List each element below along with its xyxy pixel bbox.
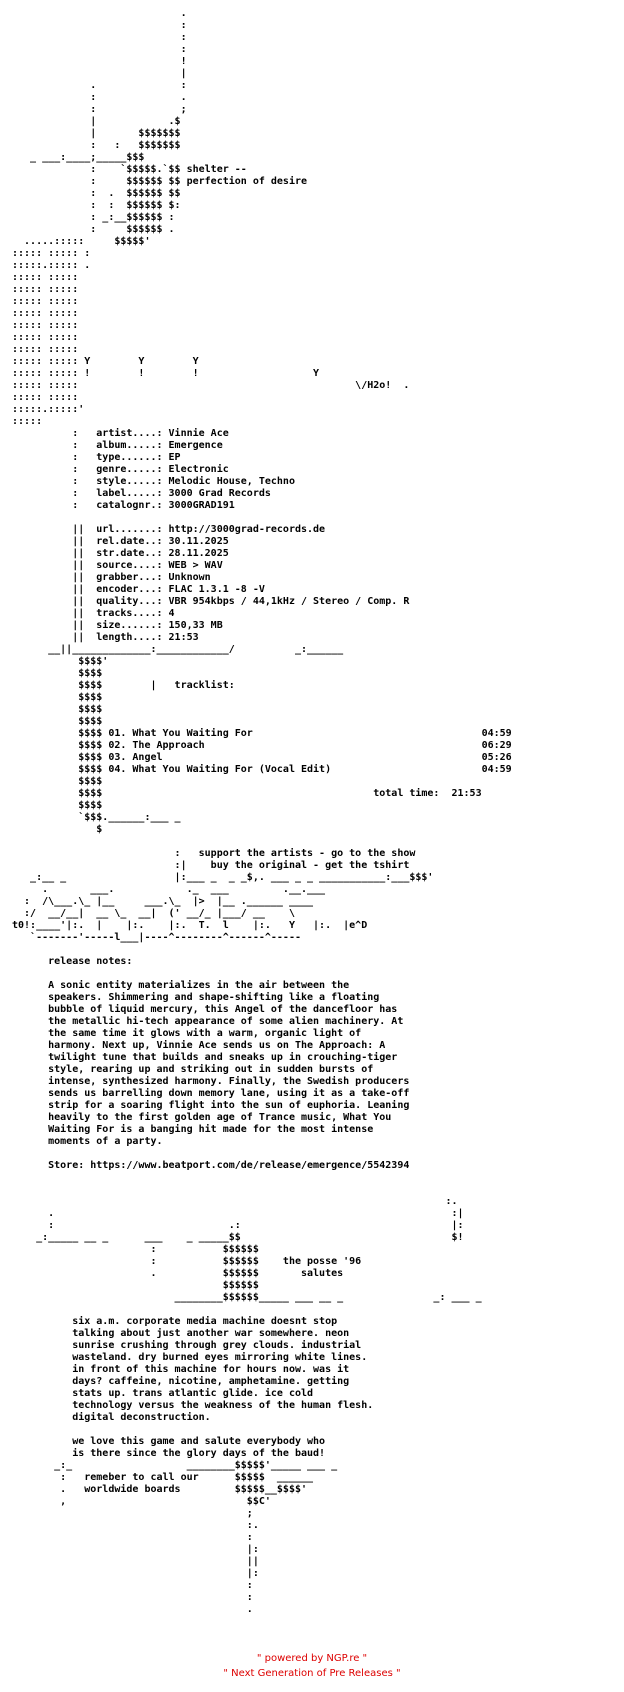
info-row: || rel.date..: 30.11.2025 bbox=[72, 536, 229, 547]
release-notes-line: strip for a soaring flight into the sun of euphoria. Leaning bbox=[48, 1100, 410, 1111]
release-notes-line: twilight tune that builds and sneaks up in crouching-tiger bbox=[48, 1052, 398, 1063]
ascii-art: $$$$ $$$$ $$$$ bbox=[78, 692, 103, 727]
track-row: $$$$ 01. What You Waiting For 04:59 bbox=[78, 728, 512, 739]
footer-powered-by: " powered by NGP.re " bbox=[256, 1653, 368, 1664]
poem-line: six a.m. corporate media machine doesnt stop bbox=[72, 1316, 338, 1327]
boards-line: : remeber to call our $$$$$ ______ bbox=[60, 1472, 314, 1483]
poem-line: digital deconstruction. bbox=[72, 1412, 211, 1423]
release-notes-line: intense, synthesized harmony. Finally, the Swedish producers bbox=[48, 1076, 410, 1087]
boards-line: . worldwide boards $$$$$__$$$$' bbox=[60, 1484, 308, 1495]
release-notes-line: A sonic entity materializes in the air between the bbox=[48, 980, 350, 991]
salute-line: we love this game and salute everybody who bbox=[72, 1436, 326, 1447]
release-notes-line: heavily to the first golden age of Trance music, What You bbox=[48, 1112, 392, 1123]
info-row: : catalognr.: 3000GRAD191 bbox=[72, 500, 235, 511]
info-row: : genre.....: Electronic bbox=[72, 464, 229, 475]
salute-line: is there since the glory days of the baud! bbox=[72, 1448, 326, 1459]
ascii-art: , $$C' ; :. : |: || |: : : . bbox=[60, 1496, 271, 1615]
info-row: || grabber...: Unknown bbox=[72, 572, 211, 583]
info-row: || url.......: http://3000grad-records.de bbox=[72, 524, 326, 535]
posse-line: : $$$$$$ the posse '96 bbox=[150, 1256, 362, 1267]
poem-line: in front of this machine for hours now. was it bbox=[72, 1364, 350, 1375]
ascii-art-logo: . ___. ._ ___ .__.___ : /\___.\_ |__ ___.\_ |> |__ .______ ____ :/ __/__| __ \_ __| (' __/_ |___/ __ \ bbox=[24, 884, 326, 919]
ascii-art: $$$$' $$$$ bbox=[78, 656, 109, 679]
poem-line: wasteland. dry burned eyes mirroring white lines. bbox=[72, 1352, 368, 1363]
ascii-art: _:_ ________$$$$$'_____ ___ _ bbox=[54, 1460, 338, 1471]
ascii-art-logo: _:__ _ |:___ _ _ _$,. ___ _ _ ___________:___$$$' bbox=[30, 872, 434, 883]
info-row: : type......: EP bbox=[72, 452, 181, 463]
poem-line: days? caffeine, nicotine, amphetamine. getting bbox=[72, 1376, 350, 1387]
ascii-art-logo: `-------'-----l___|----^--------^------^----- bbox=[30, 932, 301, 943]
posse-line: . $$$$$$ salutes bbox=[150, 1268, 344, 1279]
ascii-art: :. . :| : .: |: _:_____ __ _ ___ _ _____$$ $! : $$$$$$ bbox=[36, 1196, 464, 1255]
info-row: || encoder...: FLAC 1.3.1 -8 -V bbox=[72, 584, 265, 595]
poem-line: technology versus the weakness of the human flesh. bbox=[72, 1400, 374, 1411]
support-line: : support the artists - go to the show bbox=[174, 848, 416, 859]
logo-signature: t0!:____'|:. | |:. |:. T. l |:. Y |:. |e^D bbox=[12, 920, 368, 931]
track-row: $$$$ 02. The Approach 06:29 bbox=[78, 740, 512, 751]
poem-line: stats up. trans atlantic glide. ice cold bbox=[72, 1388, 314, 1399]
tracklist-title: $$$$ | tracklist: bbox=[78, 680, 235, 691]
support-line: :| buy the original - get the tshirt bbox=[174, 860, 410, 871]
track-row: $$$$ 03. Angel 05:26 bbox=[78, 752, 512, 763]
nfo-text bbox=[12, 8, 612, 1616]
track-row: $$$$ 04. What You Waiting For (Vocal Edit) 04:59 bbox=[78, 764, 512, 775]
poem-line: talking about just another war somewhere. neon bbox=[72, 1328, 350, 1339]
release-notes-line: moments of a party. bbox=[48, 1136, 163, 1147]
info-row: : style.....: Melodic House, Techno bbox=[72, 476, 295, 487]
release-notes-line: the metallic hi-tech appearance of some alien machinery. At bbox=[48, 1016, 404, 1027]
info-row: || source....: WEB > WAV bbox=[72, 560, 223, 571]
divider: __||_____________:____________/ _:______ bbox=[48, 644, 344, 655]
info-row: : label.....: 3000 Grad Records bbox=[72, 488, 271, 499]
info-row: || str.date..: 28.11.2025 bbox=[72, 548, 229, 559]
release-notes-line: Waiting For is a banging hit made for the most intense bbox=[48, 1124, 374, 1135]
ascii-art: $$$$$$ ________$$$$$$_____ ___ __ _ _: ___ _ bbox=[174, 1280, 482, 1303]
info-row: || size......: 150,33 MB bbox=[72, 620, 223, 631]
ascii-art: $$$$ bbox=[78, 776, 103, 787]
total-time: $$$$ total time: 21:53 bbox=[78, 788, 482, 799]
release-notes-line: sends us barrelling down memory lane, using it as a take-off bbox=[48, 1088, 410, 1099]
release-notes-line: speakers. Shimmering and shape-shifting like a floating bbox=[48, 992, 380, 1003]
info-row: || tracks....: 4 bbox=[72, 608, 175, 619]
footer-tagline: " Next Generation of Pre Releases " bbox=[223, 1668, 401, 1679]
release-notes-title: release notes: bbox=[48, 956, 133, 967]
ascii-art: $$$$ `$$$.______:___ _ $ bbox=[78, 800, 181, 835]
release-notes-line: style, rearing up and striking out in sudden bursts of bbox=[48, 1064, 374, 1075]
info-row: || length....: 21:53 bbox=[72, 632, 199, 643]
release-notes-line: bubble of liquid mercury, this Angel of the dancefloor has bbox=[48, 1004, 398, 1015]
info-row: : album.....: Emergence bbox=[72, 440, 223, 451]
info-row: || quality...: VBR 954kbps / 44,1kHz / Stereo / Comp. R bbox=[72, 596, 410, 607]
store-link: Store: https://www.beatport.com/de/release/emergence/5542394 bbox=[48, 1160, 410, 1171]
info-row: : artist....: Vinnie Ace bbox=[72, 428, 229, 439]
poem-line: sunrise crushing through grey clouds. industrial bbox=[72, 1340, 362, 1351]
release-notes-line: harmony. Next up, Vinnie Ace sends us on The Approach: A bbox=[48, 1040, 386, 1051]
release-notes-line: the same time it glows with a warm, organic light of bbox=[48, 1028, 362, 1039]
ascii-art-header: . : : : ! | . : : . : ; | .$ | $$$$$$$ : : $$$$$$$ _ ___:____;_____$$$ : `$$$$$.`$$ shelter -- : $$$$$$ $$ perfection of desire : . $$$$$$ $$ : : $$$$$$ $: : _:__$$$$$$ : : $$$$$$ . .....::::: $$$$$' ::::: ::::: : :::::.::::: . ::::: ::::: ::::: ::::: ::::: ::::: ::::: ::::: ::::: ::::: ::::: ::::: ::::: ::::: ::::: ::::: Y Y Y ::::: ::::: ! ! ! Y ::::: ::::: \/H2o! . ::::: ::::: :::::.:::::' ::::: bbox=[12, 8, 410, 427]
